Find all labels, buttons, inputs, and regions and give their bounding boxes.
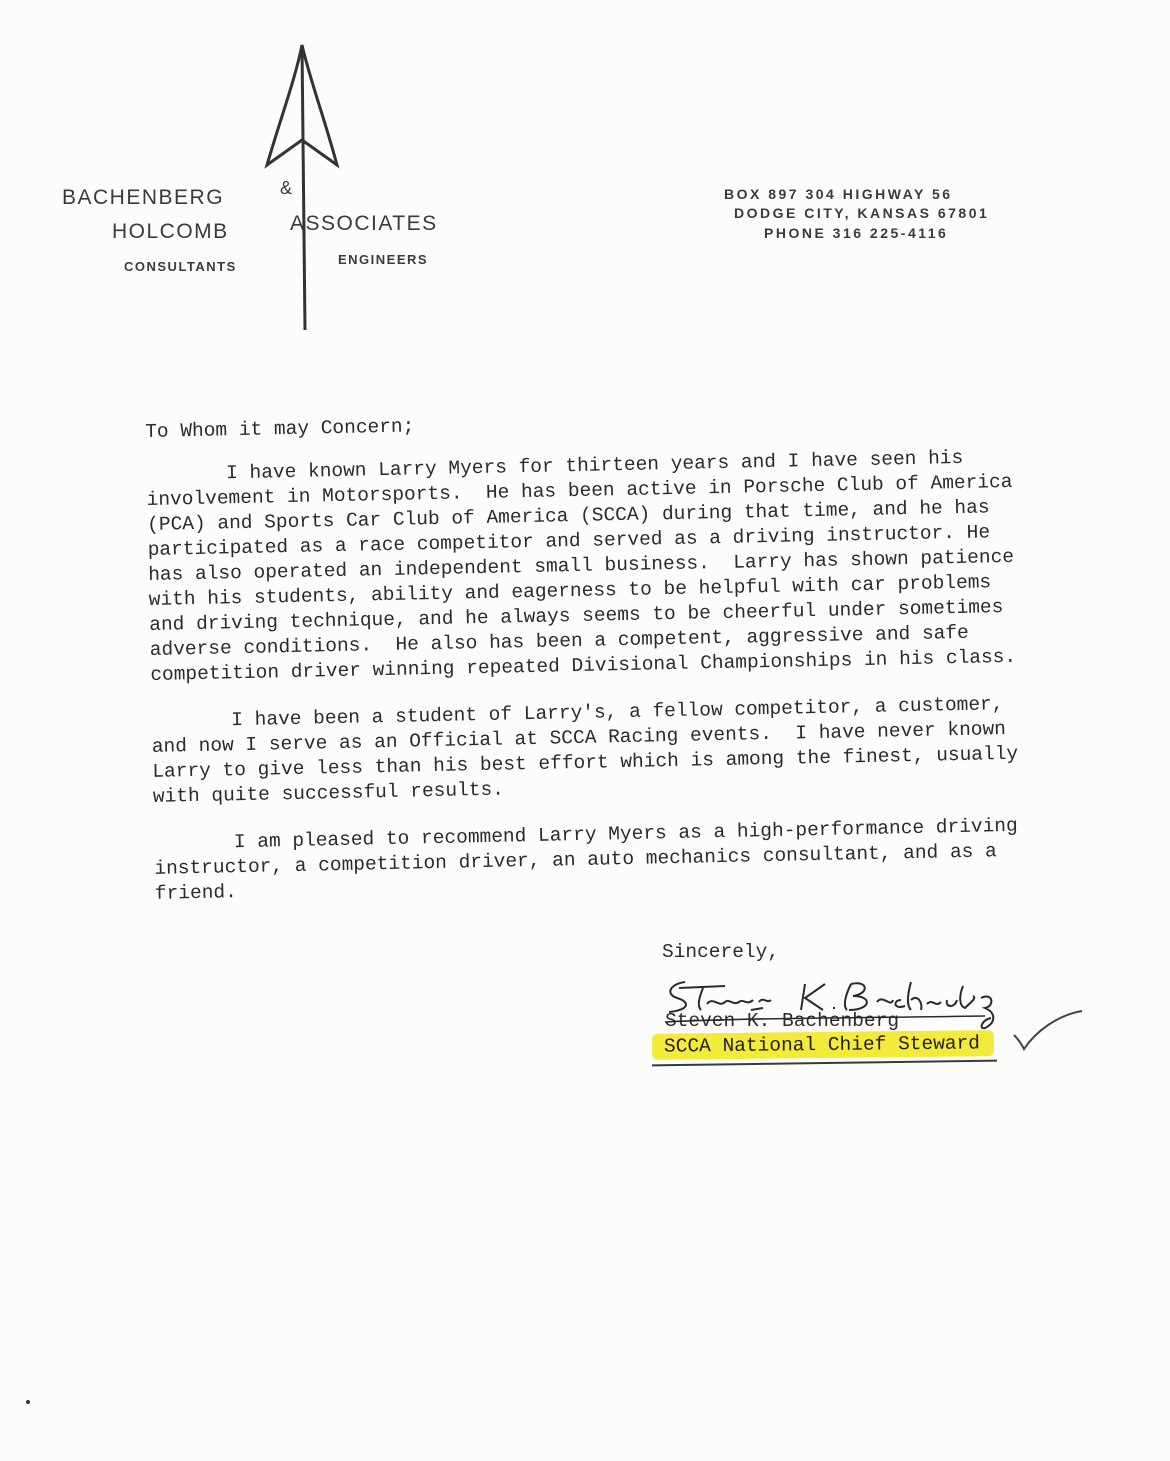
company-name-line1: BACHENBERG xyxy=(62,186,225,209)
address-line-2: DODGE CITY, KANSAS 67801 xyxy=(734,205,990,221)
company-name-associates: ASSOCIATES xyxy=(290,212,438,235)
signature-underline xyxy=(652,1060,997,1067)
address-line-1: BOX 897 304 HIGHWAY 56 xyxy=(724,186,953,202)
checkmark-icon xyxy=(1010,1005,1085,1055)
company-ampersand: & xyxy=(280,178,294,198)
spear-logo-icon xyxy=(255,40,365,340)
company-name-line2: HOLCOMB xyxy=(112,220,229,243)
company-tag-engineers: ENGINEERS xyxy=(338,252,429,267)
scan-speck xyxy=(26,1400,30,1404)
address-line-3: PHONE 316 225-4116 xyxy=(764,225,949,241)
signer-title: SCCA National Chief Steward xyxy=(663,1032,981,1058)
company-tag-consultants: CONSULTANTS xyxy=(124,259,237,274)
signer-name: Steven K. Bachenberg xyxy=(665,1010,900,1032)
letter-body xyxy=(145,402,1035,929)
signer-title-highlight xyxy=(652,1030,994,1060)
paragraph-2: I have been a student of Larry's, a fellow competitor, a customer, and now I serve as an Official at SCCA Racing events. I have never known Larry to give less than his best effort which is among the finest, usually with quite successful results. xyxy=(151,692,1031,808)
paragraph-3: I am pleased to recommend Larry Myers as a high-performance driving instructor, a competition driver, an auto mechanics consultant, and as a friend. xyxy=(154,814,1030,905)
paragraph-1: I have known Larry Myers for thirteen years and I have seen his involvement in Motorsports. He has been active in Porsche Club of America (PCA) and Sports Car Club of America (SCCA) during that time, and he has participated as a race competitor and served as a driving instructor. He has also operated an independent small business. Larry has shown patience with his students, ability and eagerness to be helpful with car problems and driving technique, and he always seems to be cheerful under sometimes adverse conditions. He also has been a competent, aggressive and safe competition driver winning repeated Divisional Championships in his class. xyxy=(146,446,1026,686)
closing: Sincerely, xyxy=(662,941,780,963)
salutation: To Whom it may Concern; xyxy=(145,415,415,443)
